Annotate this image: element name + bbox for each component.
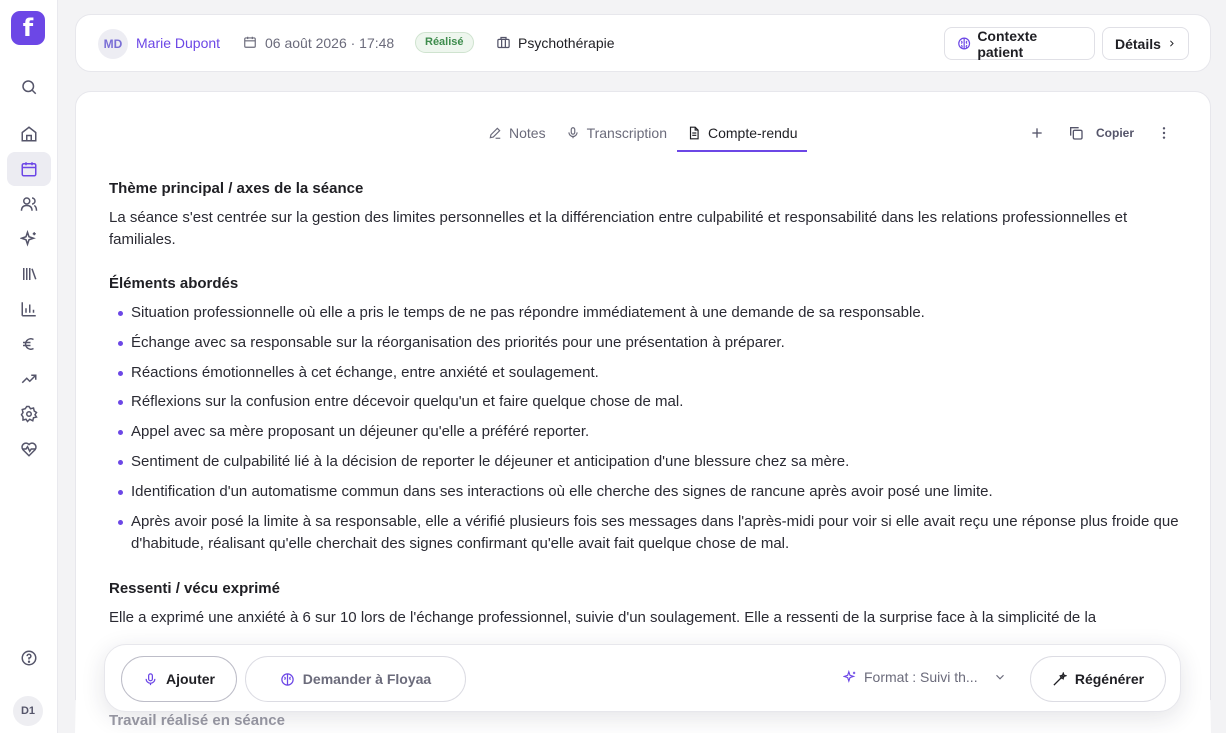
section-title-partial: Travail réalisé en séance [109,712,285,729]
copy-button[interactable] [1068,125,1134,141]
help-icon[interactable] [7,641,51,675]
list-item: Échange avec sa responsable sur la réorganisation des priorités pour une présentation à préparer. [109,332,1189,354]
briefcase-icon [496,35,511,50]
session-header [75,14,1211,72]
section-title: Ressenti / vécu exprimé [109,579,280,597]
patient-avatar: MD [98,29,128,59]
report-panel [75,91,1211,733]
pencil-icon [488,126,502,140]
list-item: Après avoir posé la limite à sa responsable, elle a vérifié plusieurs fois ses messages dans l'après-midi pour voir si elle avait reçu une réponse plus froide que d'habitude, réalisant qu'elle cherchait des signes confirmant qu'elle avait fait quelque chose de mal. [109,511,1189,555]
bar-chart-icon[interactable] [7,292,51,326]
chevron-down-icon [993,670,1007,684]
calendar-icon[interactable] [7,152,51,186]
tab-notes-label: Notes [509,125,546,141]
copy-label: Copier [1096,126,1135,140]
magic-wand-icon [1052,672,1067,687]
list-item: Situation professionnelle où elle a pris le temps de ne pas répondre immédiatement à une demande de sa responsable. [109,302,1189,324]
microphone-icon [566,126,580,140]
ask-floyaa-label: Demander à Floyaa [302,671,432,687]
brain-icon [280,672,295,687]
ask-floyaa-button[interactable] [245,656,466,702]
patient-context-label: Contexte patient [977,27,1038,60]
home-icon[interactable] [7,117,51,151]
patient-context-button[interactable] [944,27,1095,60]
patient-name-link[interactable]: Marie Dupont [136,35,221,51]
search-icon[interactable] [7,70,51,104]
add-icon[interactable] [1029,125,1045,141]
add-button[interactable] [121,656,237,702]
sparkles-icon [843,670,857,684]
microphone-icon [143,672,158,687]
list-item: Identification d'un automatisme commun dans ses interactions où elle cherche des signes de rancune après avoir posé une limite. [109,481,1189,503]
user-avatar[interactable]: D1 [13,696,43,726]
tab-transcription-label: Transcription [586,125,667,141]
action-bar [104,644,1181,712]
session-type: Psychothérapie [518,35,615,51]
details-button[interactable] [1102,27,1189,60]
tab-compte-rendu[interactable] [677,116,808,152]
list-item: Réflexions sur la confusion entre décevoir quelqu'un et faire quelque chose de mal. [109,391,1189,413]
tab-transcription[interactable] [556,116,677,152]
chevron-right-icon [1167,36,1176,51]
session-date: 06 août 2026 · 17:48 [265,35,395,51]
section-title: Éléments abordés [109,275,239,292]
heart-pulse-icon[interactable] [7,432,51,466]
status-badge: Réalisé [415,32,474,53]
section-text: La séance s'est centrée sur la gestion des limites personnelles et la différenciation entre culpabilité et responsabilité dans les relations professionnelles et familiales. [109,209,1128,248]
section-title: Thème principal / axes de la séance [109,180,364,197]
regenerate-button[interactable] [1030,656,1166,702]
add-label: Ajouter [166,671,215,687]
library-icon[interactable] [7,257,51,291]
list-item: Appel avec sa mère proposant un déjeuner qu'elle a préféré reporter. [109,421,1189,443]
copy-icon [1068,125,1084,141]
calendar-icon [243,35,257,49]
format-select[interactable] [843,669,1007,685]
format-label: Format : Suivi th... [864,669,978,685]
sparkles-icon[interactable] [7,222,51,256]
list-item: Réactions émotionnelles à cet échange, entre anxiété et soulagement. [109,362,1189,384]
tab-bar [478,116,807,152]
more-options-icon[interactable] [1156,125,1172,141]
settings-icon[interactable] [7,397,51,431]
details-label: Détails [1115,35,1161,52]
brain-icon [957,36,971,51]
euro-icon[interactable] [7,327,51,361]
users-icon[interactable] [7,187,51,221]
tab-compte-rendu-label: Compte-rendu [707,125,798,141]
document-icon [687,126,701,140]
app-logo[interactable]: f [11,11,45,45]
regenerate-label: Régénérer [1074,671,1145,687]
sidebar [0,0,58,733]
bullet-list [109,302,1189,555]
trending-up-icon[interactable] [7,362,51,396]
section-text: Elle a exprimé une anxiété à 6 sur 10 lors de l'échange professionnel, suivie d'un soulagement. Elle a ressenti de la surprise face à la simplicité de la [109,608,1097,626]
report-content [109,180,1189,653]
list-item: Sentiment de culpabilité lié à la décision de reporter le déjeuner et anticipation d'une blessure chez sa mère. [109,451,1189,473]
tab-notes[interactable] [478,116,556,152]
